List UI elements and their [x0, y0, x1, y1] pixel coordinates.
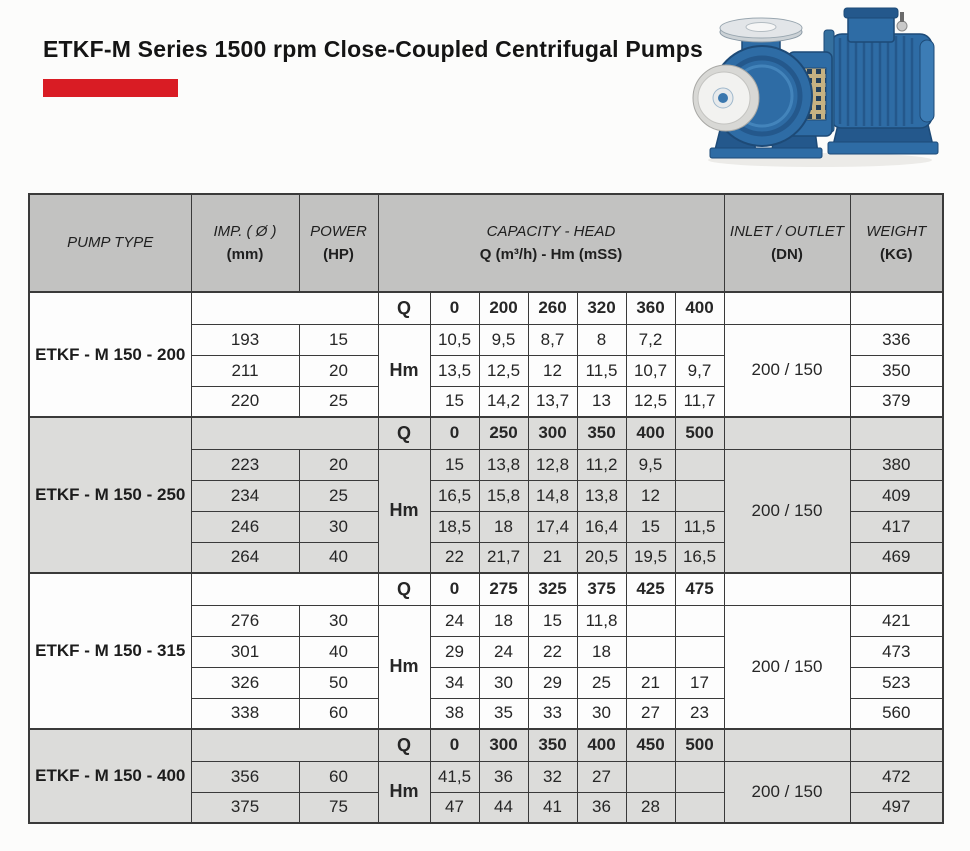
- hm-value-cell: 11,5: [675, 511, 724, 542]
- hm-value-cell: 10,7: [626, 355, 675, 386]
- q-header-row: [29, 292, 943, 324]
- q-value-cell: 350: [577, 417, 626, 449]
- q-header-row: [29, 573, 943, 605]
- header-capacity-head: CAPACITY - HEAD Q (m³/h) - Hm (mSS): [378, 194, 724, 292]
- weight-spacer-cell: [850, 573, 943, 605]
- q-value-cell: 450: [626, 729, 675, 761]
- q-value-cell: 320: [577, 292, 626, 324]
- inlet-outlet-cell: 200 / 150: [724, 324, 850, 417]
- imp-power-spacer-cell: [191, 573, 378, 605]
- pump-type-cell: ETKF - M 150 - 250: [29, 417, 191, 573]
- pump-group: [29, 573, 943, 729]
- impeller-cell: 264: [191, 542, 299, 573]
- hm-value-cell: 13: [577, 386, 626, 417]
- q-value-cell: 400: [626, 417, 675, 449]
- q-value-cell: 500: [675, 729, 724, 761]
- impeller-cell: 301: [191, 636, 299, 667]
- pump-group: [29, 417, 943, 573]
- impeller-cell: 223: [191, 449, 299, 480]
- hm-value-cell: 22: [528, 636, 577, 667]
- hm-value-cell: 11,5: [577, 355, 626, 386]
- q-value-cell: 360: [626, 292, 675, 324]
- hm-value-cell: [675, 636, 724, 667]
- inlet-spacer-cell: [724, 417, 850, 449]
- hm-value-cell: [675, 480, 724, 511]
- hm-value-cell: 15: [430, 386, 479, 417]
- power-cell: 30: [299, 605, 378, 636]
- q-value-cell: 0: [430, 573, 479, 605]
- q-value-cell: 400: [577, 729, 626, 761]
- impeller-cell: 326: [191, 667, 299, 698]
- hm-value-cell: 13,8: [479, 449, 528, 480]
- hm-value-cell: 13,7: [528, 386, 577, 417]
- hm-value-cell: 14,8: [528, 480, 577, 511]
- q-value-cell: 425: [626, 573, 675, 605]
- weight-cell: 417: [850, 511, 943, 542]
- weight-cell: 379: [850, 386, 943, 417]
- hm-value-cell: 13,8: [577, 480, 626, 511]
- header-inlet-outlet: INLET / OUTLET (DN): [724, 194, 850, 292]
- hm-value-cell: 27: [626, 698, 675, 729]
- hm-value-cell: 17: [675, 667, 724, 698]
- hm-value-cell: 28: [626, 792, 675, 823]
- imp-power-spacer-cell: [191, 417, 378, 449]
- imp-power-spacer-cell: [191, 292, 378, 324]
- q-label-cell: Q: [378, 417, 430, 449]
- hm-value-cell: 11,2: [577, 449, 626, 480]
- q-value-cell: 325: [528, 573, 577, 605]
- hm-value-cell: [626, 605, 675, 636]
- imp-power-spacer-cell: [191, 729, 378, 761]
- hm-value-cell: 47: [430, 792, 479, 823]
- pump-type-cell: ETKF - M 150 - 315: [29, 573, 191, 729]
- q-label-cell: Q: [378, 729, 430, 761]
- hm-value-cell: 11,7: [675, 386, 724, 417]
- hm-value-cell: [675, 449, 724, 480]
- q-value-cell: 0: [430, 292, 479, 324]
- q-value-cell: 275: [479, 573, 528, 605]
- hm-value-cell: 41,5: [430, 761, 479, 792]
- hm-label-cell: Hm: [378, 761, 430, 823]
- hm-value-cell: 18: [577, 636, 626, 667]
- hm-label-cell: Hm: [378, 449, 430, 573]
- hm-value-cell: 30: [577, 698, 626, 729]
- inlet-spacer-cell: [724, 573, 850, 605]
- q-value-cell: 300: [528, 417, 577, 449]
- weight-spacer-cell: [850, 417, 943, 449]
- power-cell: 50: [299, 667, 378, 698]
- q-value-cell: 0: [430, 417, 479, 449]
- hm-value-cell: 23: [675, 698, 724, 729]
- impeller-cell: 211: [191, 355, 299, 386]
- red-accent-bar: [43, 79, 178, 97]
- power-cell: 25: [299, 480, 378, 511]
- inlet-outlet-cell: 200 / 150: [724, 605, 850, 729]
- hm-value-cell: 15: [626, 511, 675, 542]
- hm-value-cell: 21,7: [479, 542, 528, 573]
- q-value-cell: 0: [430, 729, 479, 761]
- header-pump-type: PUMP TYPE: [29, 194, 191, 292]
- weight-spacer-cell: [850, 729, 943, 761]
- power-cell: 15: [299, 324, 378, 355]
- header-impeller: IMP. ( Ø ) (mm): [191, 194, 299, 292]
- weight-cell: 560: [850, 698, 943, 729]
- hm-value-cell: 12: [626, 480, 675, 511]
- hm-value-cell: 10,5: [430, 324, 479, 355]
- weight-cell: 497: [850, 792, 943, 823]
- q-value-cell: 350: [528, 729, 577, 761]
- motor-body: [824, 30, 934, 132]
- hm-value-cell: 21: [528, 542, 577, 573]
- hm-value-cell: 18: [479, 605, 528, 636]
- q-value-cell: 475: [675, 573, 724, 605]
- hm-value-cell: 12,5: [479, 355, 528, 386]
- hm-value-cell: 12,5: [626, 386, 675, 417]
- hm-value-cell: 18,5: [430, 511, 479, 542]
- power-cell: 40: [299, 542, 378, 573]
- inlet-spacer-cell: [724, 292, 850, 324]
- hm-value-cell: 30: [479, 667, 528, 698]
- hm-value-cell: [675, 792, 724, 823]
- hm-value-cell: 8,7: [528, 324, 577, 355]
- hm-value-cell: 15,8: [479, 480, 528, 511]
- header-power: POWER (HP): [299, 194, 378, 292]
- hm-value-cell: [675, 324, 724, 355]
- weight-spacer-cell: [850, 292, 943, 324]
- weight-cell: 336: [850, 324, 943, 355]
- impeller-cell: 276: [191, 605, 299, 636]
- hm-value-cell: 7,2: [626, 324, 675, 355]
- hm-value-cell: 15: [430, 449, 479, 480]
- hm-value-cell: 12,8: [528, 449, 577, 480]
- power-cell: 40: [299, 636, 378, 667]
- hm-value-cell: 38: [430, 698, 479, 729]
- hm-value-cell: 9,7: [675, 355, 724, 386]
- power-cell: 75: [299, 792, 378, 823]
- q-header-row: [29, 417, 943, 449]
- hm-value-cell: 9,5: [626, 449, 675, 480]
- hm-value-cell: 20,5: [577, 542, 626, 573]
- weight-cell: 350: [850, 355, 943, 386]
- hm-value-cell: 41: [528, 792, 577, 823]
- hm-value-cell: 16,5: [430, 480, 479, 511]
- weight-cell: 421: [850, 605, 943, 636]
- q-value-cell: 500: [675, 417, 724, 449]
- hm-value-cell: 18: [479, 511, 528, 542]
- hm-value-cell: 14,2: [479, 386, 528, 417]
- weight-cell: 469: [850, 542, 943, 573]
- q-value-cell: 400: [675, 292, 724, 324]
- hm-value-cell: [675, 761, 724, 792]
- inlet-outlet-cell: 200 / 150: [724, 449, 850, 573]
- hm-value-cell: 29: [430, 636, 479, 667]
- hm-value-cell: [626, 761, 675, 792]
- hm-value-cell: 24: [479, 636, 528, 667]
- weight-cell: 380: [850, 449, 943, 480]
- power-cell: 60: [299, 761, 378, 792]
- hm-value-cell: 34: [430, 667, 479, 698]
- hm-value-cell: 15: [528, 605, 577, 636]
- hm-value-cell: 12: [528, 355, 577, 386]
- hm-value-cell: 35: [479, 698, 528, 729]
- pump-spec-table: [28, 193, 944, 824]
- q-value-cell: 200: [479, 292, 528, 324]
- impeller-cell: 246: [191, 511, 299, 542]
- hm-value-cell: 25: [577, 667, 626, 698]
- q-label-cell: Q: [378, 292, 430, 324]
- power-cell: 30: [299, 511, 378, 542]
- weight-cell: 523: [850, 667, 943, 698]
- hm-value-cell: 16,4: [577, 511, 626, 542]
- hm-value-cell: 32: [528, 761, 577, 792]
- impeller-cell: 375: [191, 792, 299, 823]
- hm-value-cell: 21: [626, 667, 675, 698]
- pump-suction-cover: [693, 65, 759, 131]
- weight-cell: 409: [850, 480, 943, 511]
- pump-type-cell: ETKF - M 150 - 200: [29, 292, 191, 417]
- centrifugal-pump-photo: [688, 4, 946, 172]
- weight-cell: 472: [850, 761, 943, 792]
- power-cell: 20: [299, 449, 378, 480]
- hm-value-cell: 17,4: [528, 511, 577, 542]
- pump-group: [29, 292, 943, 417]
- table-header-row: [29, 194, 943, 292]
- inlet-spacer-cell: [724, 729, 850, 761]
- impeller-cell: 234: [191, 480, 299, 511]
- inlet-outlet-cell: 200 / 150: [724, 761, 850, 823]
- q-value-cell: 260: [528, 292, 577, 324]
- impeller-cell: 220: [191, 386, 299, 417]
- power-cell: 20: [299, 355, 378, 386]
- hm-value-cell: 29: [528, 667, 577, 698]
- hm-value-cell: 44: [479, 792, 528, 823]
- hm-value-cell: 9,5: [479, 324, 528, 355]
- power-cell: 25: [299, 386, 378, 417]
- q-value-cell: 375: [577, 573, 626, 605]
- q-value-cell: 300: [479, 729, 528, 761]
- hm-value-cell: 24: [430, 605, 479, 636]
- hm-value-cell: 11,8: [577, 605, 626, 636]
- impeller-cell: 193: [191, 324, 299, 355]
- hm-value-cell: 19,5: [626, 542, 675, 573]
- impeller-cell: 338: [191, 698, 299, 729]
- hm-value-cell: 8: [577, 324, 626, 355]
- power-cell: 60: [299, 698, 378, 729]
- header-weight: WEIGHT (KG): [850, 194, 943, 292]
- impeller-cell: 356: [191, 761, 299, 792]
- hm-value-cell: 36: [479, 761, 528, 792]
- page-title: ETKF-M Series 1500 rpm Close-Coupled Centrifugal Pumps: [43, 36, 704, 62]
- hm-value-cell: [626, 636, 675, 667]
- hm-value-cell: [675, 605, 724, 636]
- hm-value-cell: 36: [577, 792, 626, 823]
- q-label-cell: Q: [378, 573, 430, 605]
- hm-label-cell: Hm: [378, 605, 430, 729]
- pump-spec-table-wrap: [28, 193, 944, 824]
- hm-value-cell: 33: [528, 698, 577, 729]
- hm-value-cell: 16,5: [675, 542, 724, 573]
- hm-label-cell: Hm: [378, 324, 430, 417]
- pump-type-cell: ETKF - M 150 - 400: [29, 729, 191, 823]
- pump-group: [29, 729, 943, 823]
- hm-value-cell: 13,5: [430, 355, 479, 386]
- hm-value-cell: 22: [430, 542, 479, 573]
- q-value-cell: 250: [479, 417, 528, 449]
- q-header-row: [29, 729, 943, 761]
- hm-value-cell: 27: [577, 761, 626, 792]
- weight-cell: 473: [850, 636, 943, 667]
